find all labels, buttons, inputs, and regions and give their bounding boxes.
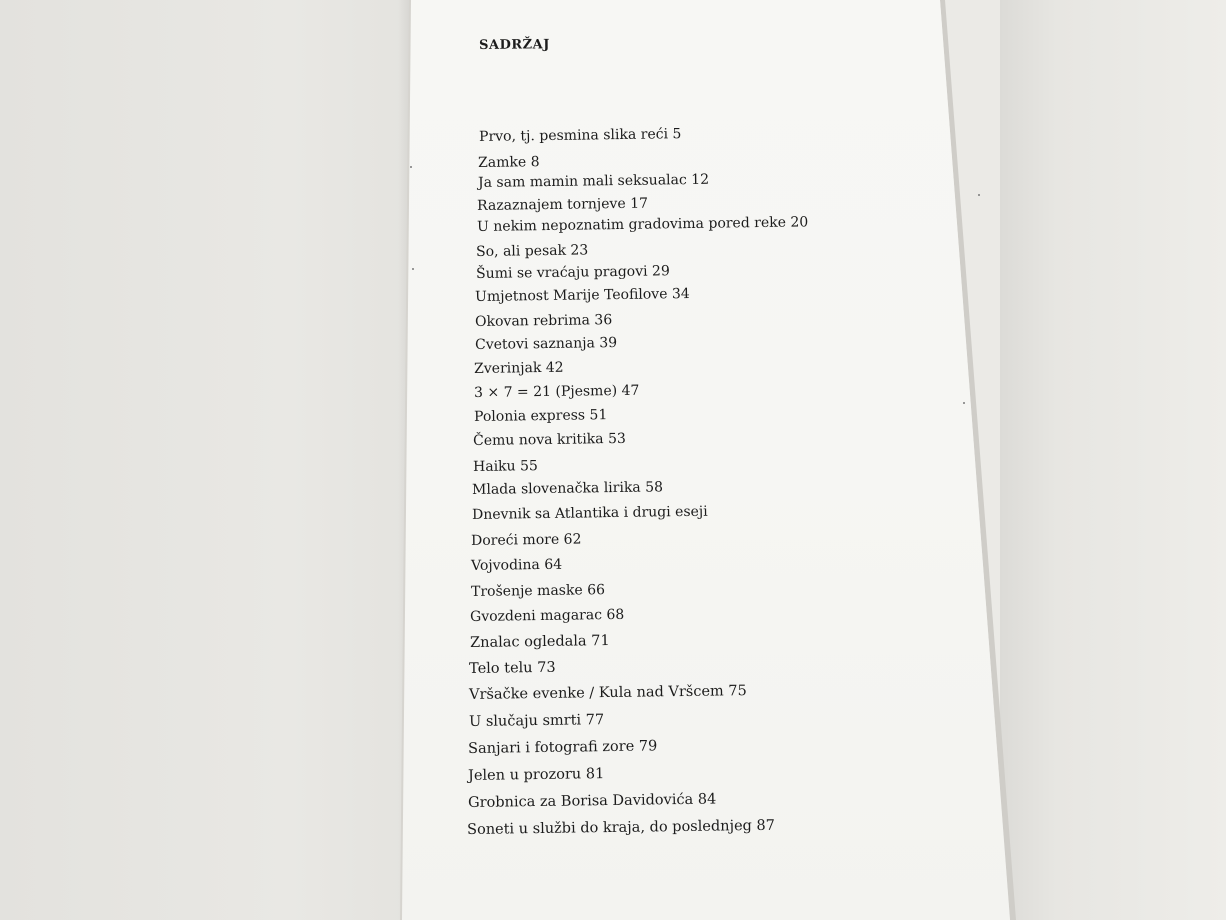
toc-entry: Vojvodina 64 (470, 556, 563, 574)
paper-speck (963, 402, 965, 404)
toc-entry: Polonia express 51 (473, 407, 608, 425)
toc-entry: Razaznajem tornjeve 17 (476, 195, 649, 214)
toc-entry: Trošenje maske 66 (470, 582, 606, 600)
toc-entry: Jelen u prozoru 81 (467, 766, 605, 784)
toc-entry: Šumi se vraćaju pragovi 29 (475, 263, 670, 282)
toc-entry: Soneti u službi do kraja, do poslednjeg 87 (466, 817, 776, 838)
toc-entry: Sanjari i fotografi zore 79 (467, 738, 658, 757)
toc-entry: Zverinjak 42 (473, 359, 564, 377)
toc-entry: U nekim nepoznatim gradovima pored reke 20 (476, 214, 809, 235)
toc-entry: Vršačke evenke / Kula nad Vršcem 75 (468, 683, 747, 703)
toc-entry: 3 × 7 = 21 (Pjesme) 47 (473, 382, 640, 401)
toc-entry: Prvo, tj. pesmina slika reći 5 (478, 126, 682, 145)
toc-entry: Čemu nova kritika 53 (472, 430, 626, 449)
paper-speck (410, 166, 412, 168)
contents-heading: SADRŽAJ (479, 37, 550, 53)
toc-entry: Grobnica za Borisa Davidovića 84 (467, 791, 717, 811)
toc-entry: Cvetovi saznanja 39 (474, 335, 618, 353)
toc-entry: Dnevnik sa Atlantika i drugi eseji (471, 503, 708, 523)
toc-entry: U slučaju smrti 77 (468, 712, 605, 730)
toc-entry: Umjetnost Marije Teofilove 34 (474, 286, 690, 305)
toc-entry: Haiku 55 (472, 458, 539, 475)
toc-entry: Okovan rebrima 36 (474, 312, 613, 330)
toc-entry: Telo telu 73 (468, 659, 556, 677)
paper-speck (978, 194, 980, 196)
toc-entry: Doreći more 62 (470, 531, 582, 549)
toc-entry: Znalac ogledala 71 (469, 633, 610, 651)
paper-speck (412, 268, 414, 270)
toc-entry: Zamke 8 (477, 154, 540, 171)
toc-entry: Mlada slovenačka lirika 58 (471, 479, 664, 498)
toc-entry: Gvozdeni magarac 68 (469, 606, 625, 625)
toc-entry: Ja sam mamin mali seksualac 12 (477, 171, 710, 191)
toc-entry: So, ali pesak 23 (475, 242, 589, 260)
